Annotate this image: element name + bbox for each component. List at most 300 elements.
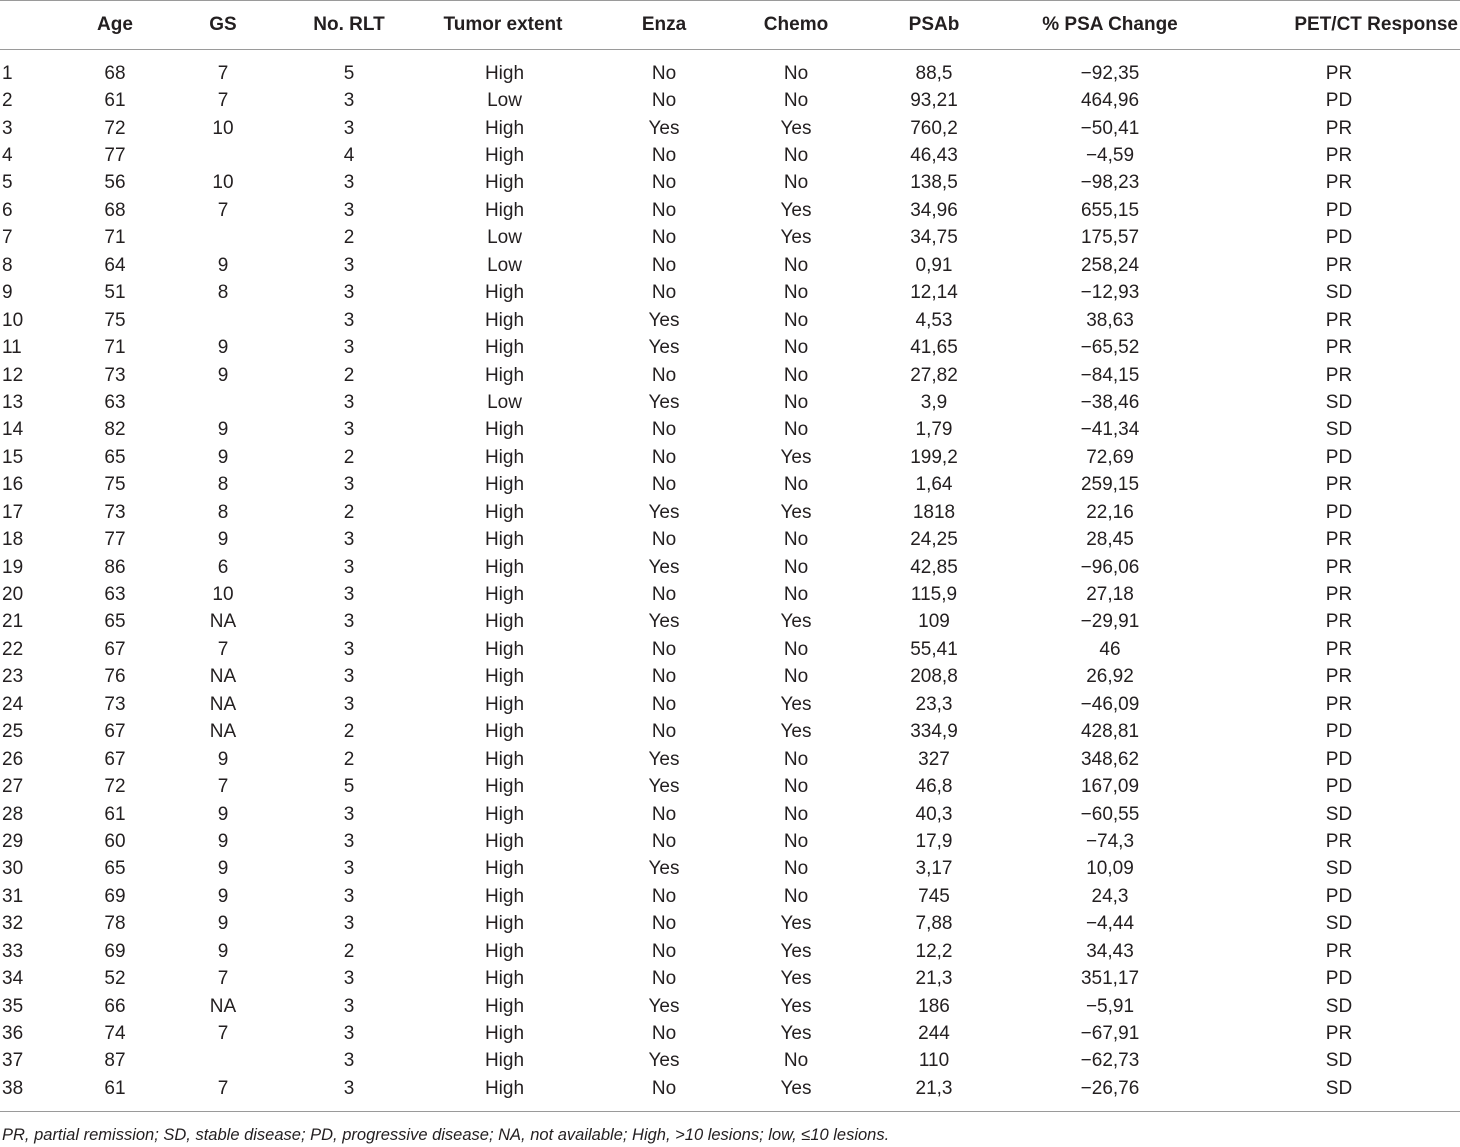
- cell-gs: 7: [217, 62, 229, 84]
- cell-psa-change: 258,24: [1080, 254, 1140, 276]
- table-row: [0, 719, 1460, 746]
- cell-gs: [156, 142, 290, 169]
- cell-psa-change: −46,09: [1080, 693, 1140, 715]
- cell-psab: 21,3: [862, 1075, 1006, 1111]
- cell-gs: [156, 225, 290, 252]
- cell-age: 74: [104, 1023, 126, 1045]
- cell-pet-ct-response: SD: [1325, 803, 1353, 825]
- cell-psa-change: −4,44: [1085, 913, 1135, 935]
- cell-chemo: No: [783, 776, 809, 798]
- cell-no-rlt: 3: [343, 90, 355, 112]
- cell-chemo: Yes: [780, 117, 812, 139]
- table-row: [0, 773, 1460, 800]
- col-header-enza: Enza: [598, 1, 730, 50]
- cell-age: 67: [104, 638, 126, 660]
- cell-age: 67: [104, 721, 126, 743]
- cell-tumor-extent: High: [484, 611, 525, 633]
- col-header-psa-change: % PSA Change: [1006, 1, 1214, 50]
- cell-no-rlt: 2: [343, 721, 355, 743]
- cell-psa-change: −41,34: [1080, 419, 1140, 441]
- cell-tumor-extent: High: [484, 529, 525, 551]
- cell-enza: Yes: [648, 858, 680, 880]
- col-header-gs: GS: [156, 1, 290, 50]
- cell-no-rlt: 3: [343, 913, 355, 935]
- cell-enza: No: [651, 529, 677, 551]
- cell-enza: Yes: [648, 995, 680, 1017]
- cell-age: 69: [104, 940, 126, 962]
- table-row: [0, 938, 1460, 965]
- cell-patient-id: 36: [2, 1023, 24, 1045]
- cell-no-rlt: 3: [343, 1050, 355, 1072]
- cell-enza: Yes: [648, 1050, 680, 1072]
- cell-pet-ct-response: SD: [1325, 1050, 1353, 1072]
- cell-pet-ct-response: PR: [1325, 611, 1353, 633]
- table-row: [0, 554, 1460, 581]
- cell-gs: 9: [217, 419, 229, 441]
- cell-psab: 34,75: [910, 227, 958, 249]
- cell-pet-ct-response: PR: [1325, 666, 1353, 688]
- cell-pet-ct-response: PR: [1325, 556, 1353, 578]
- cell-pet-ct-response: PR: [1325, 62, 1353, 84]
- cell-gs: 7: [217, 199, 229, 221]
- cell-age: 75: [104, 474, 126, 496]
- cell-psa-change: −92,35: [1080, 62, 1140, 84]
- cell-tumor-extent: High: [484, 748, 525, 770]
- cell-psa-change: −96,06: [1080, 556, 1140, 578]
- cell-patient-id: 33: [2, 940, 24, 962]
- cell-age: 61: [104, 803, 126, 825]
- table-row: [0, 1020, 1460, 1047]
- col-header-no-rlt: No. RLT: [290, 1, 408, 50]
- cell-chemo: No: [783, 309, 809, 331]
- cell-no-rlt: 2: [343, 446, 355, 468]
- cell-psa-change: −38,46: [1080, 391, 1140, 413]
- cell-gs: 9: [217, 529, 229, 551]
- table-row: [0, 307, 1460, 334]
- cell-psa-change: 175,57: [1080, 227, 1140, 249]
- cell-chemo: No: [783, 391, 809, 413]
- cell-patient-id: 32: [2, 913, 24, 935]
- cell-psab: 93,21: [910, 90, 958, 112]
- cell-no-rlt: 3: [343, 172, 355, 194]
- cell-psab: 42,85: [910, 556, 958, 578]
- cell-patient-id: 20: [2, 584, 24, 606]
- cell-age: 73: [104, 693, 126, 715]
- cell-tumor-extent: High: [484, 885, 525, 907]
- cell-tumor-extent: High: [484, 62, 525, 84]
- table-footnote: PR, partial remission; SD, stable disease; PD, progressive disease; NA, not available; High, >10 lesions; low, ≤10 lesions.: [2, 1126, 890, 1144]
- cell-patient-id: 8: [2, 254, 13, 276]
- table-row: [0, 883, 1460, 910]
- cell-patient-id: 27: [2, 776, 24, 798]
- cell-pet-ct-response: SD: [1325, 391, 1353, 413]
- cell-psa-change: −67,91: [1080, 1023, 1140, 1045]
- cell-pet-ct-response: PD: [1325, 776, 1353, 798]
- cell-gs: 10: [212, 172, 234, 194]
- cell-tumor-extent: High: [484, 364, 525, 386]
- cell-age: 77: [104, 529, 126, 551]
- cell-enza: Yes: [648, 501, 680, 523]
- cell-pet-ct-response: PD: [1325, 721, 1353, 743]
- cell-tumor-extent: High: [484, 913, 525, 935]
- cell-age: 78: [104, 913, 126, 935]
- cell-age: 67: [104, 748, 126, 770]
- cell-enza: Yes: [648, 309, 680, 331]
- cell-chemo: No: [783, 666, 809, 688]
- cell-pet-ct-response: SD: [1325, 995, 1353, 1017]
- cell-psab: 7,88: [915, 913, 953, 935]
- cell-age: 51: [104, 282, 126, 304]
- cell-enza: No: [651, 446, 677, 468]
- cell-tumor-extent: Low: [487, 254, 522, 276]
- cell-psab: 1,79: [915, 419, 953, 441]
- cell-patient-id: 31: [2, 885, 24, 907]
- cell-enza: No: [651, 282, 677, 304]
- cell-chemo: No: [783, 885, 809, 907]
- cell-gs: 9: [217, 940, 229, 962]
- cell-gs: 7: [217, 776, 229, 798]
- cell-enza: Yes: [648, 556, 680, 578]
- cell-tumor-extent: High: [484, 199, 525, 221]
- cell-psa-change: −62,73: [1080, 1050, 1140, 1072]
- cell-psab: 110: [918, 1050, 950, 1072]
- cell-no-rlt: 3: [343, 858, 355, 880]
- cell-enza: Yes: [648, 748, 680, 770]
- cell-gs: 7: [217, 1023, 229, 1045]
- cell-age: 63: [104, 391, 126, 413]
- cell-chemo: No: [783, 254, 809, 276]
- cell-tumor-extent: High: [484, 337, 525, 359]
- cell-chemo: Yes: [780, 1023, 812, 1045]
- cell-no-rlt: 2: [343, 227, 355, 249]
- cell-patient-id: 4: [2, 145, 13, 167]
- cell-enza: No: [651, 199, 677, 221]
- cell-enza: No: [651, 913, 677, 935]
- cell-gs: 6: [217, 556, 229, 578]
- cell-no-rlt: 3: [343, 803, 355, 825]
- cell-psab: 12,2: [915, 940, 953, 962]
- cell-psab: 3,17: [915, 858, 953, 880]
- cell-no-rlt: 3: [343, 693, 355, 715]
- table-row: [0, 197, 1460, 224]
- table-row: [0, 87, 1460, 114]
- cell-no-rlt: 3: [343, 199, 355, 221]
- cell-chemo: No: [783, 282, 809, 304]
- cell-psa-change: 24,3: [1091, 885, 1129, 907]
- cell-psab: 109: [918, 611, 950, 633]
- cell-psab: 115,9: [910, 584, 958, 606]
- cell-chemo: No: [783, 638, 809, 660]
- cell-patient-id: 1: [2, 62, 13, 84]
- table-row: [0, 993, 1460, 1020]
- cell-gs: NA: [209, 995, 237, 1017]
- cell-enza: No: [651, 145, 677, 167]
- cell-pet-ct-response: PD: [1325, 968, 1353, 990]
- cell-psa-change: 464,96: [1080, 90, 1140, 112]
- cell-enza: No: [651, 90, 677, 112]
- cell-psa-change: −60,55: [1080, 803, 1140, 825]
- cell-chemo: No: [783, 803, 809, 825]
- cell-no-rlt: 5: [343, 776, 355, 798]
- cell-tumor-extent: High: [484, 803, 525, 825]
- cell-psab: 21,3: [915, 968, 953, 990]
- cell-psa-change: 351,17: [1080, 968, 1140, 990]
- cell-psab: 55,41: [910, 638, 958, 660]
- cell-chemo: Yes: [780, 995, 812, 1017]
- cell-psab: 186: [918, 995, 950, 1017]
- cell-pet-ct-response: PD: [1325, 748, 1353, 770]
- cell-gs: 8: [217, 501, 229, 523]
- cell-pet-ct-response: PD: [1325, 199, 1353, 221]
- cell-tumor-extent: High: [484, 419, 525, 441]
- cell-psa-change: 26,92: [1086, 666, 1134, 688]
- cell-chemo: No: [783, 529, 809, 551]
- cell-chemo: No: [783, 337, 809, 359]
- cell-tumor-extent: High: [484, 309, 525, 331]
- cell-tumor-extent: High: [484, 556, 525, 578]
- cell-patient-id: 29: [2, 830, 24, 852]
- cell-pet-ct-response: PR: [1325, 830, 1353, 852]
- table-row: [0, 280, 1460, 307]
- col-header-chemo: Chemo: [730, 1, 862, 50]
- cell-patient-id: 10: [2, 309, 24, 331]
- cell-gs: [156, 389, 290, 416]
- cell-psa-change: 10,09: [1086, 858, 1134, 880]
- cell-gs: 9: [217, 803, 229, 825]
- cell-patient-id: 11: [2, 337, 22, 359]
- cell-psab: 1818: [912, 501, 956, 523]
- cell-no-rlt: 2: [343, 501, 355, 523]
- cell-psab: 1,64: [915, 474, 953, 496]
- cell-chemo: Yes: [780, 721, 812, 743]
- cell-tumor-extent: High: [484, 282, 525, 304]
- cell-enza: No: [651, 693, 677, 715]
- cell-no-rlt: 3: [343, 254, 355, 276]
- cell-patient-id: 18: [2, 529, 24, 551]
- table-row: [0, 334, 1460, 361]
- cell-tumor-extent: High: [484, 968, 525, 990]
- table-row: [0, 1075, 1460, 1111]
- cell-pet-ct-response: SD: [1325, 282, 1353, 304]
- cell-age: 69: [104, 885, 126, 907]
- table-row: [0, 691, 1460, 718]
- cell-no-rlt: 2: [343, 940, 355, 962]
- cell-age: 61: [74, 1075, 156, 1111]
- cell-enza: No: [651, 364, 677, 386]
- cell-no-rlt: 3: [343, 556, 355, 578]
- col-header-psab: PSAb: [862, 1, 1006, 50]
- cell-enza: Yes: [648, 776, 680, 798]
- table-body: [0, 50, 1460, 1112]
- cell-gs: [156, 307, 290, 334]
- cell-pet-ct-response: SD: [1325, 913, 1353, 935]
- cell-psab: 27,82: [910, 364, 958, 386]
- cell-age: 65: [104, 611, 126, 633]
- cell-gs: 10: [212, 584, 234, 606]
- cell-no-rlt: 3: [343, 830, 355, 852]
- cell-tumor-extent: High: [484, 858, 525, 880]
- cell-pet-ct-response: PR: [1325, 337, 1353, 359]
- cell-pet-ct-response: PR: [1325, 145, 1353, 167]
- cell-no-rlt: 2: [343, 748, 355, 770]
- cell-chemo: No: [783, 1050, 809, 1072]
- table-row: [0, 362, 1460, 389]
- cell-gs: NA: [209, 721, 237, 743]
- cell-age: 56: [104, 172, 126, 194]
- cell-psa-change: −12,93: [1080, 282, 1140, 304]
- cell-patient-id: 16: [2, 474, 24, 496]
- cell-pet-ct-response: SD: [1214, 1075, 1460, 1111]
- cell-pet-ct-response: PR: [1325, 693, 1353, 715]
- cell-patient-id: 7: [2, 227, 13, 249]
- cell-tumor-extent: High: [484, 1050, 525, 1072]
- cell-patient-id: 37: [2, 1050, 24, 1072]
- cell-tumor-extent: High: [484, 117, 525, 139]
- cell-patient-id: 24: [2, 693, 24, 715]
- cell-pet-ct-response: PR: [1325, 584, 1353, 606]
- cell-no-rlt: 4: [343, 145, 355, 167]
- table-row: [0, 801, 1460, 828]
- cell-pet-ct-response: PR: [1325, 117, 1353, 139]
- header-row: [0, 1, 1460, 50]
- cell-age: 73: [104, 501, 126, 523]
- cell-gs: 9: [217, 748, 229, 770]
- cell-psab: 327: [918, 748, 950, 770]
- cell-gs: NA: [209, 693, 237, 715]
- cell-chemo: Yes: [780, 227, 812, 249]
- cell-no-rlt: 3: [343, 117, 355, 139]
- cell-tumor-extent: High: [484, 776, 525, 798]
- cell-tumor-extent: High: [484, 501, 525, 523]
- cell-chemo: Yes: [780, 199, 812, 221]
- cell-gs: 9: [217, 446, 229, 468]
- cell-gs: 7: [217, 968, 229, 990]
- cell-pet-ct-response: PR: [1325, 1023, 1353, 1045]
- cell-chemo: Yes: [780, 968, 812, 990]
- cell-gs: 7: [217, 90, 229, 112]
- cell-age: 68: [104, 62, 126, 84]
- cell-psa-change: 22,16: [1086, 501, 1134, 523]
- cell-no-rlt: 3: [343, 474, 355, 496]
- cell-age: 61: [104, 90, 126, 112]
- cell-psa-change: 38,63: [1086, 309, 1134, 331]
- cell-age: 76: [104, 666, 126, 688]
- cell-tumor-extent: High: [408, 1075, 598, 1111]
- cell-age: 87: [104, 1050, 126, 1072]
- cell-gs: NA: [209, 611, 237, 633]
- cell-psab: 12,14: [910, 282, 958, 304]
- cell-chemo: Yes: [780, 940, 812, 962]
- cell-no-rlt: 5: [343, 62, 355, 84]
- cell-chemo: No: [783, 62, 809, 84]
- cell-enza: No: [651, 721, 677, 743]
- cell-age: 73: [104, 364, 126, 386]
- cell-patient-id: 2: [2, 90, 13, 112]
- cell-patient-id: 26: [2, 748, 24, 770]
- cell-enza: No: [651, 474, 677, 496]
- cell-age: 52: [104, 968, 126, 990]
- table-row: [0, 746, 1460, 773]
- table-row: [0, 581, 1460, 608]
- table-row: [0, 444, 1460, 471]
- cell-age: 66: [104, 995, 126, 1017]
- cell-psa-change: 46: [1099, 638, 1121, 660]
- cell-psa-change: −29,91: [1080, 611, 1140, 633]
- cell-enza: No: [651, 254, 677, 276]
- cell-age: 72: [104, 776, 126, 798]
- cell-gs: NA: [209, 666, 237, 688]
- cell-age: 72: [104, 117, 126, 139]
- cell-pet-ct-response: PD: [1325, 446, 1353, 468]
- cell-psa-change: −65,52: [1080, 337, 1140, 359]
- cell-chemo: No: [783, 858, 809, 880]
- cell-tumor-extent: High: [484, 995, 525, 1017]
- cell-pet-ct-response: PR: [1325, 309, 1353, 331]
- cell-psab: 40,3: [915, 803, 953, 825]
- cell-tumor-extent: Low: [487, 391, 522, 413]
- cell-enza: No: [651, 968, 677, 990]
- table-row: [0, 170, 1460, 197]
- cell-pet-ct-response: PD: [1325, 90, 1353, 112]
- cell-gs: 7: [156, 1075, 290, 1111]
- cell-psab: 199,2: [910, 446, 958, 468]
- cell-enza: No: [651, 172, 677, 194]
- cell-enza: No: [651, 62, 677, 84]
- cell-patient-id: 13: [2, 391, 24, 413]
- cell-gs: 8: [217, 474, 229, 496]
- cell-pet-ct-response: PR: [1325, 638, 1353, 660]
- cell-psab: 24,25: [910, 529, 958, 551]
- cell-psab: 46,8: [915, 776, 953, 798]
- cell-no-rlt: 3: [343, 968, 355, 990]
- cell-pet-ct-response: PR: [1325, 254, 1353, 276]
- cell-patient-id: 22: [2, 638, 24, 660]
- cell-gs: [156, 1048, 290, 1075]
- cell-gs: 8: [217, 282, 229, 304]
- cell-chemo: No: [783, 556, 809, 578]
- cell-psab: 46,43: [910, 145, 958, 167]
- cell-age: 68: [104, 199, 126, 221]
- table-row: [0, 636, 1460, 663]
- cell-psab: 4,53: [915, 309, 953, 331]
- cell-pet-ct-response: SD: [1325, 419, 1353, 441]
- cell-tumor-extent: Low: [487, 90, 522, 112]
- cell-chemo: Yes: [780, 446, 812, 468]
- col-header-age: Age: [74, 1, 156, 50]
- cell-psa-change: 34,43: [1086, 940, 1134, 962]
- cell-age: 86: [104, 556, 126, 578]
- cell-gs: 10: [212, 117, 234, 139]
- cell-no-rlt: 3: [343, 666, 355, 688]
- cell-chemo: Yes: [730, 1075, 862, 1111]
- cell-chemo: Yes: [780, 501, 812, 523]
- cell-psa-change: 167,09: [1080, 776, 1140, 798]
- cell-enza: No: [651, 940, 677, 962]
- cell-psab: 745: [918, 885, 950, 907]
- cell-tumor-extent: High: [484, 830, 525, 852]
- cell-enza: Yes: [648, 611, 680, 633]
- cell-gs: 9: [217, 830, 229, 852]
- cell-pet-ct-response: SD: [1325, 858, 1353, 880]
- cell-tumor-extent: High: [484, 145, 525, 167]
- cell-psa-change: 655,15: [1080, 199, 1140, 221]
- cell-psab: 17,9: [915, 830, 953, 852]
- cell-no-rlt: 3: [343, 885, 355, 907]
- cell-patient-id: 9: [2, 282, 13, 304]
- cell-no-rlt: 3: [343, 529, 355, 551]
- cell-chemo: Yes: [780, 693, 812, 715]
- cell-no-rlt: 3: [343, 337, 355, 359]
